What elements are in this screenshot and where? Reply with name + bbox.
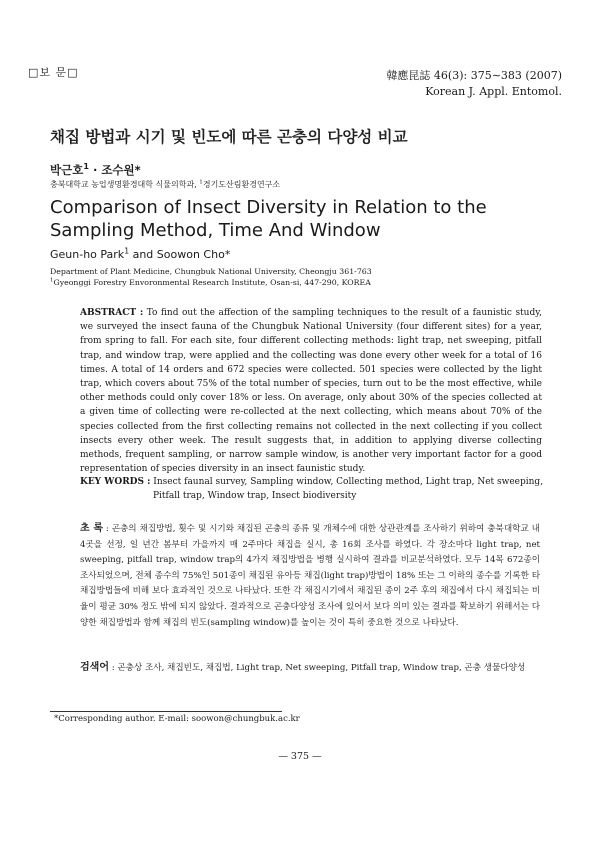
english-author-2: Soowon Cho* bbox=[156, 248, 231, 261]
korean-abstract bbox=[80, 521, 540, 631]
korean-author-separator: · bbox=[88, 163, 102, 177]
korean-author-1: 박근호 bbox=[50, 163, 84, 177]
korean-title: 채집 방법과 시기 및 빈도에 따른 곤충의 다양성 비교 bbox=[50, 128, 408, 146]
english-author-1: Geun-ho Park bbox=[50, 248, 125, 261]
english-author-join: and bbox=[129, 248, 157, 261]
korean-abstract-text: : 곤충의 채집방법, 횟수 및 시기와 채집된 곤충의 종류 및 개체수에 대한 상관관계를 조사하기 위하여 충북대학교 내 4곳을 선정, 일 년간 봄부터 가을까지 매 2주마다 채집을 실시, 총 16회 조사를 하였다. 각 장소마다 light trap, net sweeping, pitfall trap, window trap의 4가지 채집방법을 병행 실시하여 결과를 비교분석하였다. 모두 14목 672종이 조사되었으며, 전체 종수의 75%인 501종이 채집된 유아등 채집(light trap)방법이 18% 또는 그 이하의 종수를 기록한 타 채집방법들에 비해 보다 효과적인 것으로 나타났다. 또한 각 채집시기에서 채집된 종이 2주 후의 채집에서 다시 채집되는 비율이 평균 30% 정도 밖에 되지 않았다. 결과적으로 곤충다양성 조사에 있어서 보다 의미 있는 결과를 확보하기 위해서는 다양한 채집방법과 함께 채집의 빈도(sampling window)를 높이는 것이 특히 중요한 것으로 나타났다. bbox=[80, 524, 540, 628]
footnote: *Corresponding author. E-mail: soowon@chungbuk.ac.kr bbox=[54, 714, 300, 724]
journal-citation: 韓應昆誌 46(3): 375∼383 (2007) bbox=[386, 69, 562, 82]
abstract-text: To find out the affection of the sampling techniques to the result of a faunistic study, we surveyed the insect fauna of the Chungbuk National University (four different sites) for a year, from spring to fall. For each site, four different collecting methods: light trap, net sweeping, pitfall trap, and window trap, were applied and the collecting was done every other week for a total of 16 times. A total of 14 orders and 672 species were collected. 501 species were collected by the light trap, which covers about 75% of the total number of species, turn out to be the most effective, while other methods could only cover 18% or less. On average, only about 30% of the species collected at a given time of collecting were re-collected at the next collecting, which means about 70% of the species collected from the first collecting remains not collected in the next collecting if you collect insects every other week. The result suggests that, in addition to applying diverse collecting methods, frequent sampling, or narrow sample window, is another very important factor for a good representation of species diversity in an insect faunistic study. bbox=[80, 308, 542, 475]
english-affiliation-2: Gyeonggi Forestry Envoronmental Research Institute, Osan-si, 447-290, KOREA bbox=[53, 278, 371, 287]
english-affiliation-sup: 1 bbox=[50, 277, 54, 284]
english-affiliation-2-line bbox=[50, 277, 372, 288]
korean-affiliation-1: 충북대학교 농업생명환경대학 식물의학과, bbox=[50, 180, 200, 189]
korean-authors bbox=[50, 162, 141, 178]
english-author-1-sup: 1 bbox=[124, 246, 130, 256]
english-title: Comparison of Insect Diversity in Relation to the Sampling Method, Time And Window bbox=[50, 197, 487, 241]
abstract-label: ABSTRACT : bbox=[80, 308, 144, 318]
journal-name: Korean J. Appl. Entomol. bbox=[425, 85, 562, 98]
keywords-line-1 bbox=[80, 476, 550, 490]
keywords-text-1: Insect faunal survey, Sampling window, Collecting method, Light trap, Net sweeping, bbox=[150, 477, 544, 487]
korean-affiliation-2: 경기도산림환경연구소 bbox=[202, 180, 281, 189]
korean-keywords-label: 검색어 bbox=[80, 662, 109, 673]
keywords bbox=[80, 476, 550, 504]
keywords-label: KEY WORDS : bbox=[80, 477, 151, 487]
journal-reference bbox=[386, 68, 562, 100]
keywords-text-2: Pitfall trap, Window trap, Insect biodiversity bbox=[153, 490, 357, 501]
page-number: — 375 — bbox=[278, 751, 322, 762]
footnote-rule bbox=[50, 711, 282, 712]
korean-affiliation bbox=[50, 179, 280, 190]
korean-keywords-text: : 곤충상 조사, 채집빈도, 채집법, Light trap, Net sweeping, Pitfall trap, Window trap, 곤충 생물다양성 bbox=[108, 663, 526, 673]
english-affiliation bbox=[50, 266, 372, 288]
korean-keywords bbox=[80, 661, 540, 675]
korean-abstract-label: 초 록 bbox=[80, 523, 103, 534]
korean-author-1-sup: 1 bbox=[83, 162, 89, 172]
abstract bbox=[80, 306, 542, 476]
english-affiliation-1: Department of Plant Medicine, Chungbuk National University, Cheongju 361-763 bbox=[50, 267, 372, 276]
section-tag: □보 문□ bbox=[28, 66, 79, 79]
english-authors bbox=[50, 248, 230, 261]
korean-affiliation-sup: 1 bbox=[199, 179, 203, 186]
korean-author-2: 조수원* bbox=[101, 163, 141, 177]
